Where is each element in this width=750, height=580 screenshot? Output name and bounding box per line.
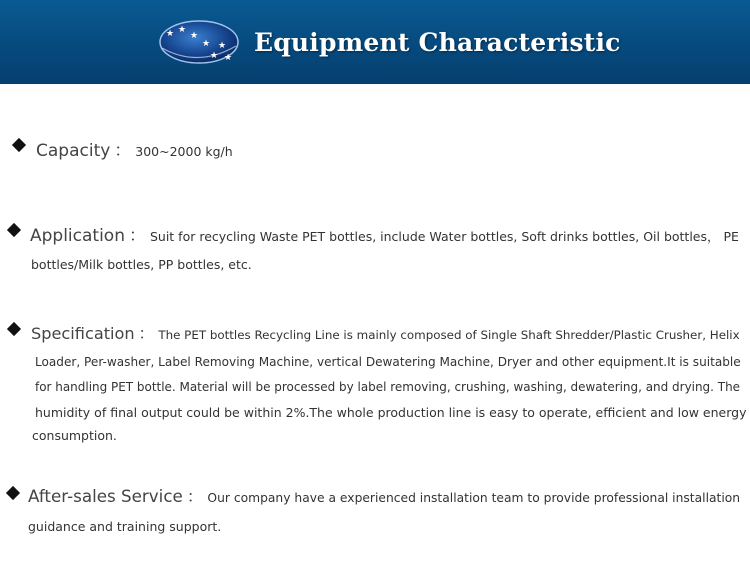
label-separator: ： <box>138 324 155 343</box>
star-globe-icon <box>158 18 240 66</box>
svg-text:★: ★ <box>178 25 187 35</box>
section-text: guidance and training support. <box>28 519 222 534</box>
section-label: After-sales Service <box>28 486 183 506</box>
section-label: Specification <box>31 324 135 343</box>
section-text: for handling PET bottle. Material will be processed by label removing, crushing, washing, dewatering, and drying. The <box>35 380 741 394</box>
svg-text:★: ★ <box>202 39 211 49</box>
section-text: consumption. <box>32 428 117 443</box>
diamond-bullet-icon <box>6 486 20 500</box>
label-separator: ： <box>114 141 132 161</box>
svg-text:★: ★ <box>210 51 219 61</box>
section-text: Loader, Per-washer, Label Removing Machine, vertical Dewatering Machine, Dryer and other equipment.It is suitable <box>35 355 741 369</box>
section-text: Our company have a experienced installation team to provide professional installation <box>207 491 741 505</box>
header-banner <box>0 0 750 84</box>
section-text: The PET bottles Recycling Line is mainly composed of Single Shaft Shredder/Plastic Crusher, Helix <box>158 328 740 342</box>
svg-text:★: ★ <box>224 53 233 63</box>
label-separator: ： <box>128 226 146 246</box>
diamond-bullet-icon <box>12 138 26 152</box>
section-text: bottles/Milk bottles, PP bottles, etc. <box>31 257 252 272</box>
page-title: Equipment Characteristic <box>254 28 621 57</box>
section-label: Application <box>30 226 125 246</box>
section-text: 300~2000 kg/h <box>135 144 233 159</box>
svg-text:★: ★ <box>190 31 199 41</box>
diamond-bullet-icon <box>7 223 21 237</box>
svg-text:★: ★ <box>166 29 175 39</box>
section-text: humidity of final output could be within 2%.The whole production line is easy to operate, efficient and low energy <box>35 405 747 420</box>
diamond-bullet-icon <box>7 322 21 336</box>
section-text: Suit for recycling Waste PET bottles, include Water bottles, Soft drinks bottles, Oil bottles， PE <box>149 229 739 244</box>
label-separator: ： <box>186 486 204 506</box>
svg-text:★: ★ <box>218 41 227 51</box>
section-label: Capacity <box>36 141 111 161</box>
